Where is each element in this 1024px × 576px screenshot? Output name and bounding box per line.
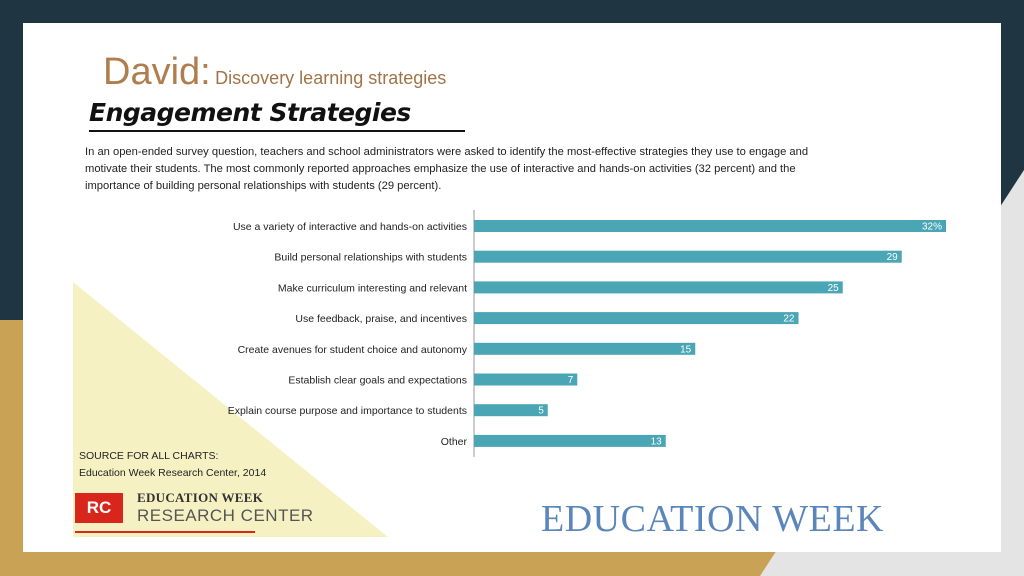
- category-label: Explain course purpose and importance to students: [227, 405, 467, 418]
- bar: [474, 220, 946, 232]
- bar: [474, 312, 799, 324]
- source-note: [79, 448, 266, 482]
- bar-value-label: 32%: [921, 221, 942, 233]
- presenter-name: David:: [103, 51, 211, 93]
- rc-logo-line-2: RESEARCH CENTER: [137, 506, 314, 525]
- bar-value-label: 15: [680, 344, 692, 356]
- slide-subtitle: Discovery learning strategies: [215, 68, 447, 88]
- bar-value-label: 22: [783, 313, 795, 325]
- category-label: Use a variety of interactive and hands-on activities: [232, 221, 467, 233]
- bar-value-label: 13: [650, 436, 662, 448]
- category-label: Establish clear goals and expectations: [288, 374, 467, 387]
- category-label: Make curriculum interesting and relevant: [277, 282, 467, 295]
- bar: [474, 281, 843, 293]
- bar: [474, 251, 902, 263]
- category-label: Use feedback, praise, and incentives: [295, 313, 467, 326]
- bar: [474, 374, 577, 386]
- bar-value-label: 5: [538, 405, 544, 417]
- bar-value-label: 29: [886, 252, 898, 264]
- category-label: Other: [440, 435, 467, 448]
- bar-value-label: 7: [567, 375, 574, 386]
- rc-logo-line-1: EDUCATION WEEK: [137, 490, 264, 505]
- rc-logo-underline: [75, 531, 255, 533]
- slide: [23, 23, 1001, 552]
- source-line-2: Education Week Research Center, 2014: [79, 467, 267, 479]
- source-line-1: SOURCE FOR ALL CHARTS:: [79, 450, 219, 462]
- chart-heading: Engagement Strategies: [89, 98, 411, 127]
- education-week-logo: EDUCATION WEEK: [541, 498, 884, 540]
- bar: [474, 404, 548, 416]
- bar: [474, 343, 695, 355]
- intro-paragraph: In an open-ended survey question, teachers and school administrators were asked to identify the most-effective strategies they use to engage and motivate their students. The most commonly reported approaches emphasize the use of interactive and hands-on activities (32 percent) and the importance of building personal relationships with students (29 percent).: [85, 146, 809, 192]
- category-label: Build personal relationships with students: [274, 251, 467, 264]
- category-label: Create avenues for student choice and autonomy: [237, 343, 467, 356]
- bar-value-label: 25: [827, 282, 839, 294]
- rc-logo-box: RC: [75, 493, 123, 523]
- bar: [474, 435, 666, 447]
